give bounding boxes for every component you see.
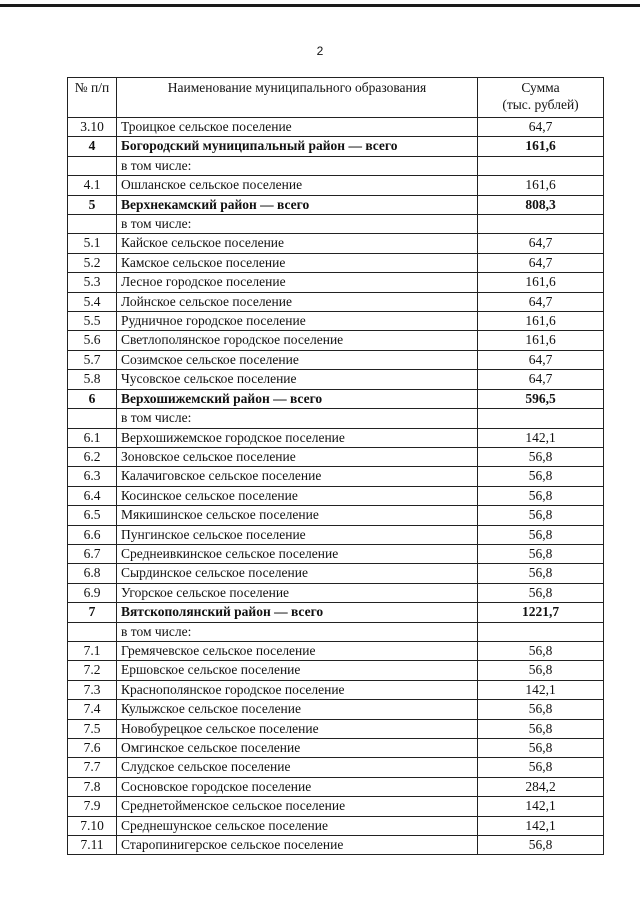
row-number: 6 <box>68 389 117 408</box>
table-row <box>68 292 604 311</box>
row-number: 5.4 <box>68 292 117 311</box>
row-name: Среднешунское сельское поселение <box>117 816 478 835</box>
table-row <box>68 118 604 137</box>
row-sum: 56,8 <box>478 486 604 505</box>
table-row <box>68 661 604 680</box>
table-header-row <box>68 78 604 118</box>
table-row <box>68 370 604 389</box>
table-row <box>68 467 604 486</box>
row-number: 5.8 <box>68 370 117 389</box>
row-sum: 56,8 <box>478 739 604 758</box>
row-number <box>68 622 117 641</box>
row-sum: 161,6 <box>478 312 604 331</box>
row-name: Среднетойменское сельское поселение <box>117 797 478 816</box>
table-row <box>68 525 604 544</box>
row-sum: 56,8 <box>478 544 604 563</box>
row-sum: 161,6 <box>478 137 604 156</box>
row-name: Омгинское сельское поселение <box>117 739 478 758</box>
row-sum: 64,7 <box>478 370 604 389</box>
row-number: 5.3 <box>68 273 117 292</box>
row-name: Светлополянское городское поселение <box>117 331 478 350</box>
row-number: 3.10 <box>68 118 117 137</box>
row-name: Лойнское сельское поселение <box>117 292 478 311</box>
row-number: 7 <box>68 603 117 622</box>
table-row <box>68 816 604 835</box>
header-sum-title: Сумма <box>521 80 560 95</box>
row-name: Рудничное городское поселение <box>117 312 478 331</box>
row-sum: 284,2 <box>478 777 604 796</box>
row-sum <box>478 215 604 234</box>
table-row <box>68 506 604 525</box>
row-number: 6.9 <box>68 583 117 602</box>
row-sum: 142,1 <box>478 797 604 816</box>
row-number: 7.3 <box>68 680 117 699</box>
row-number: 6.2 <box>68 447 117 466</box>
row-sum: 142,1 <box>478 680 604 699</box>
row-name: Верхошижемское городское поселение <box>117 428 478 447</box>
row-number <box>68 156 117 175</box>
row-name: Зоновское сельское поселение <box>117 447 478 466</box>
page-number: 2 <box>316 44 324 58</box>
row-number: 6.3 <box>68 467 117 486</box>
table-body <box>68 118 604 855</box>
table-row <box>68 758 604 777</box>
row-name: Созимское сельское поселение <box>117 350 478 369</box>
row-name: Ошланское сельское поселение <box>117 176 478 195</box>
header-name: Наименование муниципального образования <box>117 78 478 118</box>
row-number: 7.7 <box>68 758 117 777</box>
row-number <box>68 215 117 234</box>
table-row <box>68 777 604 796</box>
row-sum: 56,8 <box>478 836 604 855</box>
row-name: Краснополянское городское поселение <box>117 680 478 699</box>
table-row <box>68 273 604 292</box>
table-row <box>68 331 604 350</box>
row-number: 5 <box>68 195 117 214</box>
row-sum: 808,3 <box>478 195 604 214</box>
table-row <box>68 389 604 408</box>
table-row <box>68 622 604 641</box>
table-row <box>68 195 604 214</box>
table-row <box>68 641 604 660</box>
table-row <box>68 447 604 466</box>
row-name: Косинское сельское поселение <box>117 486 478 505</box>
header-number: № п/п <box>68 78 117 118</box>
table-row <box>68 234 604 253</box>
table-row <box>68 680 604 699</box>
row-sum <box>478 622 604 641</box>
row-name: Угорское сельское поселение <box>117 583 478 602</box>
top-border-line <box>0 4 640 7</box>
row-name: в том числе: <box>117 215 478 234</box>
table-row <box>68 719 604 738</box>
row-sum: 56,8 <box>478 719 604 738</box>
row-number: 6.7 <box>68 544 117 563</box>
row-sum: 56,8 <box>478 641 604 660</box>
header-sum-unit: (тыс. рублей) <box>502 97 579 112</box>
row-number: 6.1 <box>68 428 117 447</box>
row-name: Чусовское сельское поселение <box>117 370 478 389</box>
table-row <box>68 583 604 602</box>
row-sum: 56,8 <box>478 758 604 777</box>
row-number: 5.6 <box>68 331 117 350</box>
row-name: в том числе: <box>117 409 478 428</box>
row-sum: 56,8 <box>478 583 604 602</box>
row-name: Камское сельское поселение <box>117 253 478 272</box>
row-name: Верхнекамский район — всего <box>117 195 478 214</box>
table-row <box>68 215 604 234</box>
row-name: Мякишинское сельское поселение <box>117 506 478 525</box>
row-sum: 56,8 <box>478 661 604 680</box>
table-row <box>68 350 604 369</box>
table-row <box>68 544 604 563</box>
row-sum: 64,7 <box>478 253 604 272</box>
row-name: Кайское сельское поселение <box>117 234 478 253</box>
row-sum: 1221,7 <box>478 603 604 622</box>
row-name: Ершовское сельское поселение <box>117 661 478 680</box>
row-name: Новобурецкое сельское поселение <box>117 719 478 738</box>
row-number: 7.2 <box>68 661 117 680</box>
row-number: 7.6 <box>68 739 117 758</box>
row-number: 7.10 <box>68 816 117 835</box>
row-number: 7.4 <box>68 700 117 719</box>
row-name: Сырдинское сельское поселение <box>117 564 478 583</box>
row-name: Богородский муниципальный район — всего <box>117 137 478 156</box>
row-number: 5.7 <box>68 350 117 369</box>
row-name: в том числе: <box>117 622 478 641</box>
table-row <box>68 836 604 855</box>
row-sum: 64,7 <box>478 292 604 311</box>
row-number: 5.5 <box>68 312 117 331</box>
table-row <box>68 176 604 195</box>
table-row <box>68 700 604 719</box>
row-number: 5.1 <box>68 234 117 253</box>
row-name: Слудское сельское поселение <box>117 758 478 777</box>
row-name: Вятскополянский район — всего <box>117 603 478 622</box>
row-sum: 56,8 <box>478 700 604 719</box>
allocation-table <box>67 77 604 855</box>
row-number: 6.5 <box>68 506 117 525</box>
row-sum: 64,7 <box>478 234 604 253</box>
row-name: Пунгинское сельское поселение <box>117 525 478 544</box>
table-row <box>68 156 604 175</box>
table-row <box>68 486 604 505</box>
row-name: Кулыжское сельское поселение <box>117 700 478 719</box>
row-sum <box>478 156 604 175</box>
row-number: 4.1 <box>68 176 117 195</box>
row-name: Лесное городское поселение <box>117 273 478 292</box>
row-number: 7.11 <box>68 836 117 855</box>
row-name: в том числе: <box>117 156 478 175</box>
row-sum: 64,7 <box>478 350 604 369</box>
row-sum: 596,5 <box>478 389 604 408</box>
row-number: 6.4 <box>68 486 117 505</box>
row-sum: 56,8 <box>478 564 604 583</box>
row-number: 7.8 <box>68 777 117 796</box>
row-number: 7.5 <box>68 719 117 738</box>
row-number: 7.9 <box>68 797 117 816</box>
table-row <box>68 137 604 156</box>
row-number <box>68 409 117 428</box>
row-number: 6.8 <box>68 564 117 583</box>
row-sum: 142,1 <box>478 816 604 835</box>
row-sum <box>478 409 604 428</box>
row-number: 6.6 <box>68 525 117 544</box>
table-row <box>68 797 604 816</box>
row-number: 5.2 <box>68 253 117 272</box>
row-name: Калачиговское сельское поселение <box>117 467 478 486</box>
table-row <box>68 739 604 758</box>
row-sum: 56,8 <box>478 506 604 525</box>
row-name: Сосновское городское поселение <box>117 777 478 796</box>
row-sum: 161,6 <box>478 331 604 350</box>
row-sum: 56,8 <box>478 525 604 544</box>
row-sum: 161,6 <box>478 273 604 292</box>
row-name: Гремячевское сельское поселение <box>117 641 478 660</box>
table-row <box>68 253 604 272</box>
row-name: Верхошижемский район — всего <box>117 389 478 408</box>
table-row <box>68 564 604 583</box>
row-sum: 142,1 <box>478 428 604 447</box>
row-number: 4 <box>68 137 117 156</box>
row-name: Троицкое сельское поселение <box>117 118 478 137</box>
row-sum: 56,8 <box>478 447 604 466</box>
row-name: Старопинигерское сельское поселение <box>117 836 478 855</box>
row-number: 7.1 <box>68 641 117 660</box>
table-row <box>68 428 604 447</box>
row-sum: 64,7 <box>478 118 604 137</box>
table-row <box>68 603 604 622</box>
table-row <box>68 312 604 331</box>
table-row <box>68 409 604 428</box>
row-sum: 161,6 <box>478 176 604 195</box>
header-sum <box>478 78 604 118</box>
row-name: Среднеивкинское сельское поселение <box>117 544 478 563</box>
row-sum: 56,8 <box>478 467 604 486</box>
